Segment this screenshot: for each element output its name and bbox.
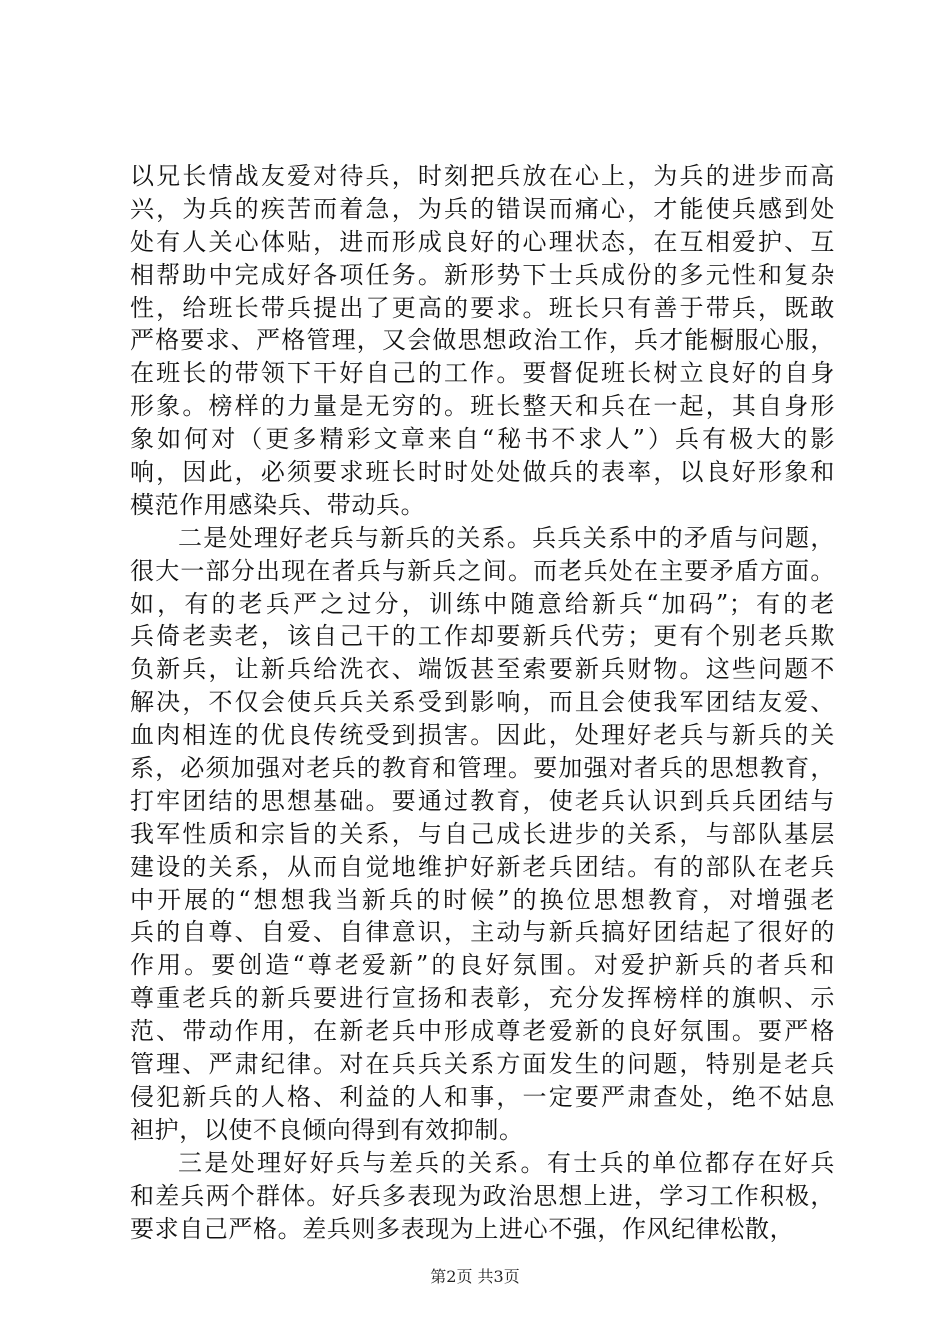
text-line: 袒护，以使不良倾向得到有效抑制。 [130,1115,524,1144]
text-line: 兵的自尊、自爱、自律意识，主动与新兵搞好团结起了很好的 [130,918,835,947]
text-line: 范、带动作用，在新老兵中形成尊老爱新的良好氛围。要严格 [130,1017,835,1046]
text-line: 三是处理好好兵与差兵的关系。有士兵的单位都存在好兵 [178,1148,835,1177]
text-line: 和差兵两个群体。好兵多表现为政治思想上进，学习工作积极， [130,1181,835,1210]
text-line: 负新兵，让新兵给洗衣、端饭甚至索要新兵财物。这些问题不 [130,655,835,684]
text-line: 中开展的“想想我当新兵的时候”的换位思想教育，对增强老 [130,885,835,914]
document-body [130,160,835,1245]
text-line: 兴，为兵的疾苦而着急，为兵的错误而痛心，才能使兵感到处 [130,194,835,223]
text-line: 管理、严肃纪律。对在兵兵关系方面发生的问题，特别是老兵 [130,1050,835,1079]
text-line: 响，因此，必须要求班长时时处处做兵的表率，以良好形象和 [130,458,835,487]
text-line: 很大一部分出现在者兵与新兵之间。而老兵处在主要矛盾方面。 [130,556,835,585]
text-line: 二是处理好老兵与新兵的关系。兵兵关系中的矛盾与问题， [178,523,835,552]
text-line: 以兄长情战友爱对待兵，时刻把兵放在心上，为兵的进步而高 [130,162,835,190]
text-line: 打牢团结的思想基础。要通过教育，使老兵认识到兵兵团结与 [130,786,835,815]
text-line: 严格要求、严格管理，又会做思想政治工作，兵才能橱服心服， [130,326,835,355]
text-line: 建设的关系，从而自觉地维护好新老兵团结。有的部队在老兵 [130,852,835,881]
text-line: 处有人关心体贴，进而形成良好的心理状态，在互相爱护、互 [130,227,835,256]
text-line: 要求自己严格。差兵则多表现为上进心不强，作风纪律松散， [130,1214,795,1243]
text-line: 象如何对（更多精彩文章来自“秘书不求人”）兵有极大的影 [130,425,835,454]
text-line: 尊重老兵的新兵要进行宣扬和表彰，充分发挥榜样的旗帜、示 [130,984,835,1013]
text-line: 我军性质和宗旨的关系，与自己成长进步的关系，与部队基层 [130,819,835,848]
text-line: 侵犯新兵的人格、利益的人和事，一定要严肃查处，绝不姑息 [130,1082,835,1111]
text-line: 如，有的老兵严之过分，训练中随意给新兵“加码”；有的老 [130,589,835,618]
text-line: 兵倚老卖老，该自己干的工作却要新兵代劳；更有个别老兵欺 [130,622,835,651]
text-line: 血肉相连的优良传统受到损害。因此，处理好老兵与新兵的关 [130,721,835,750]
text-line: 系，必须加强对老兵的教育和管理。要加强对者兵的思想教育， [130,754,835,783]
text-line: 相帮助中完成好各项任务。新形势下士兵成份的多元性和复杂 [130,260,835,289]
text-line: 形象。榜样的力量是无穷的。班长整天和兵在一起，其自身形 [130,392,835,421]
text-line: 在班长的带领下干好自己的工作。要督促班长树立良好的自身 [130,359,835,388]
text-line: 解决，不仅会使兵兵关系受到影响，而且会使我军团结友爱、 [130,688,835,717]
text-line: 模范作用感染兵、带动兵。 [130,490,426,519]
text-line: 作用。要创造“尊老爱新”的良好氛围。对爱护新兵的者兵和 [130,951,835,980]
text-line: 性，给班长带兵提出了更高的要求。班长只有善于带兵，既敢 [130,293,835,322]
page-footer: 第2页 共3页 [430,1267,520,1286]
